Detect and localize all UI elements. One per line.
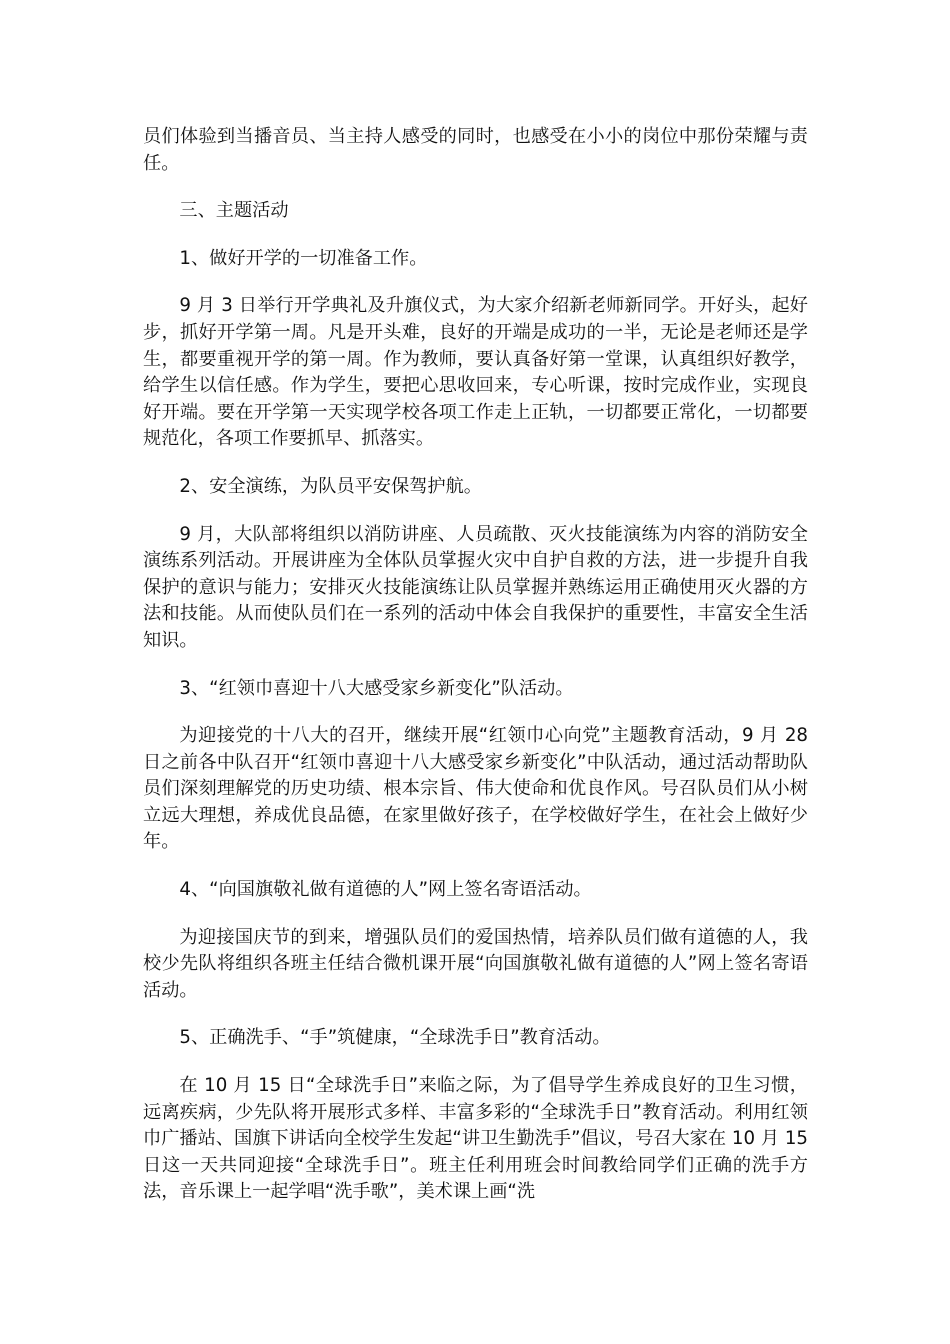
paragraph-safety-drill: 9 月，大队部将组织以消防讲座、人员疏散、灭火技能演练为内容的消防安全演练系列活动。开展讲座为全体队员掌握火灾中自护自救的方法，进一步提升自我保护的意识与能力；安排灭火技能演练让队员掌握并熟练运用正确使用灭火器的方法和技能。从而使队员们在一系列的活动中体会自我保护的重要性，丰富安全生活知识。 xyxy=(143,523,808,651)
activity-heading-2: 2、安全演练，为队员平安保驾护航。 xyxy=(179,475,482,497)
section-heading-theme-activities: 三、主题活动 xyxy=(179,200,289,222)
paragraph-opening-ceremony: 9 月 3 日举行开学典礼及升旗仪式，为大家介绍新老师新同学。开好头，起好步，抓好开学第一周。凡是开头难，良好的开端是成功的一半，无论是老师还是学生，都要重视开学的第一周。作为教师，要认真备好第一堂课，认真组织好教学，给学生以信任感。作为学生，要把心思收回来，专心听课，按时完成作业，实现良好开端。要在开学第一天实现学校各项工作走上正轨，一切都要正常化，一切都要规范化，各项工作要抓早、抓落实。 xyxy=(143,295,808,450)
paragraph-continuation: 员们体验到当播音员、当主持人感受的同时，也感受在小小的岗位中那份荣耀与责任。 xyxy=(143,126,808,174)
activity-heading-1: 1、做好开学的一切准备工作。 xyxy=(179,247,428,269)
activity-heading-5: 5、正确洗手、“手”筑健康，“全球洗手日”教育活动。 xyxy=(179,1027,611,1049)
document-body xyxy=(143,124,808,1227)
activity-heading-4: 4、“向国旗敬礼做有道德的人”网上签名寄语活动。 xyxy=(179,879,592,901)
paragraph-national-flag: 为迎接国庆节的到来，增强队员们的爱国热情，培养队员们做有道德的人，我校少先队将组织各班主任结合微机课开展“向国旗敬礼做有道德的人”网上签名寄语活动。 xyxy=(143,926,808,1001)
activity-heading-3: 3、“红领巾喜迎十八大感受家乡新变化”队活动。 xyxy=(179,677,574,699)
paragraph-red-scarf: 为迎接党的十八大的召开，继续开展“红领巾心向党”主题教育活动，9 月 28 日之前各中队召开“红领巾喜迎十八大感受家乡新变化”中队活动，通过活动帮助队员们深刻理解党的历史功绩、根本宗旨、伟大使命和优良作风。号召队员们从小树立远大理想，养成优良品德，在家里做好孩子，在学校做好学生，在社会上做好少年。 xyxy=(143,725,808,853)
paragraph-handwashing: 在 10 月 15 日“全球洗手日”来临之际，为了倡导学生养成良好的卫生习惯，远离疾病，少先队将开展形式多样、丰富多彩的“全球洗手日”教育活动。利用红领巾广播站、国旗下讲话向全校学生发起“讲卫生勤洗手”倡议，号召大家在 10 月 15 日这一天共同迎接“全球洗手日”。班主任利用班会时间教给同学们正确的洗手方法，音乐课上一起学唱“洗手歌”，美术课上画“洗 xyxy=(143,1075,808,1203)
